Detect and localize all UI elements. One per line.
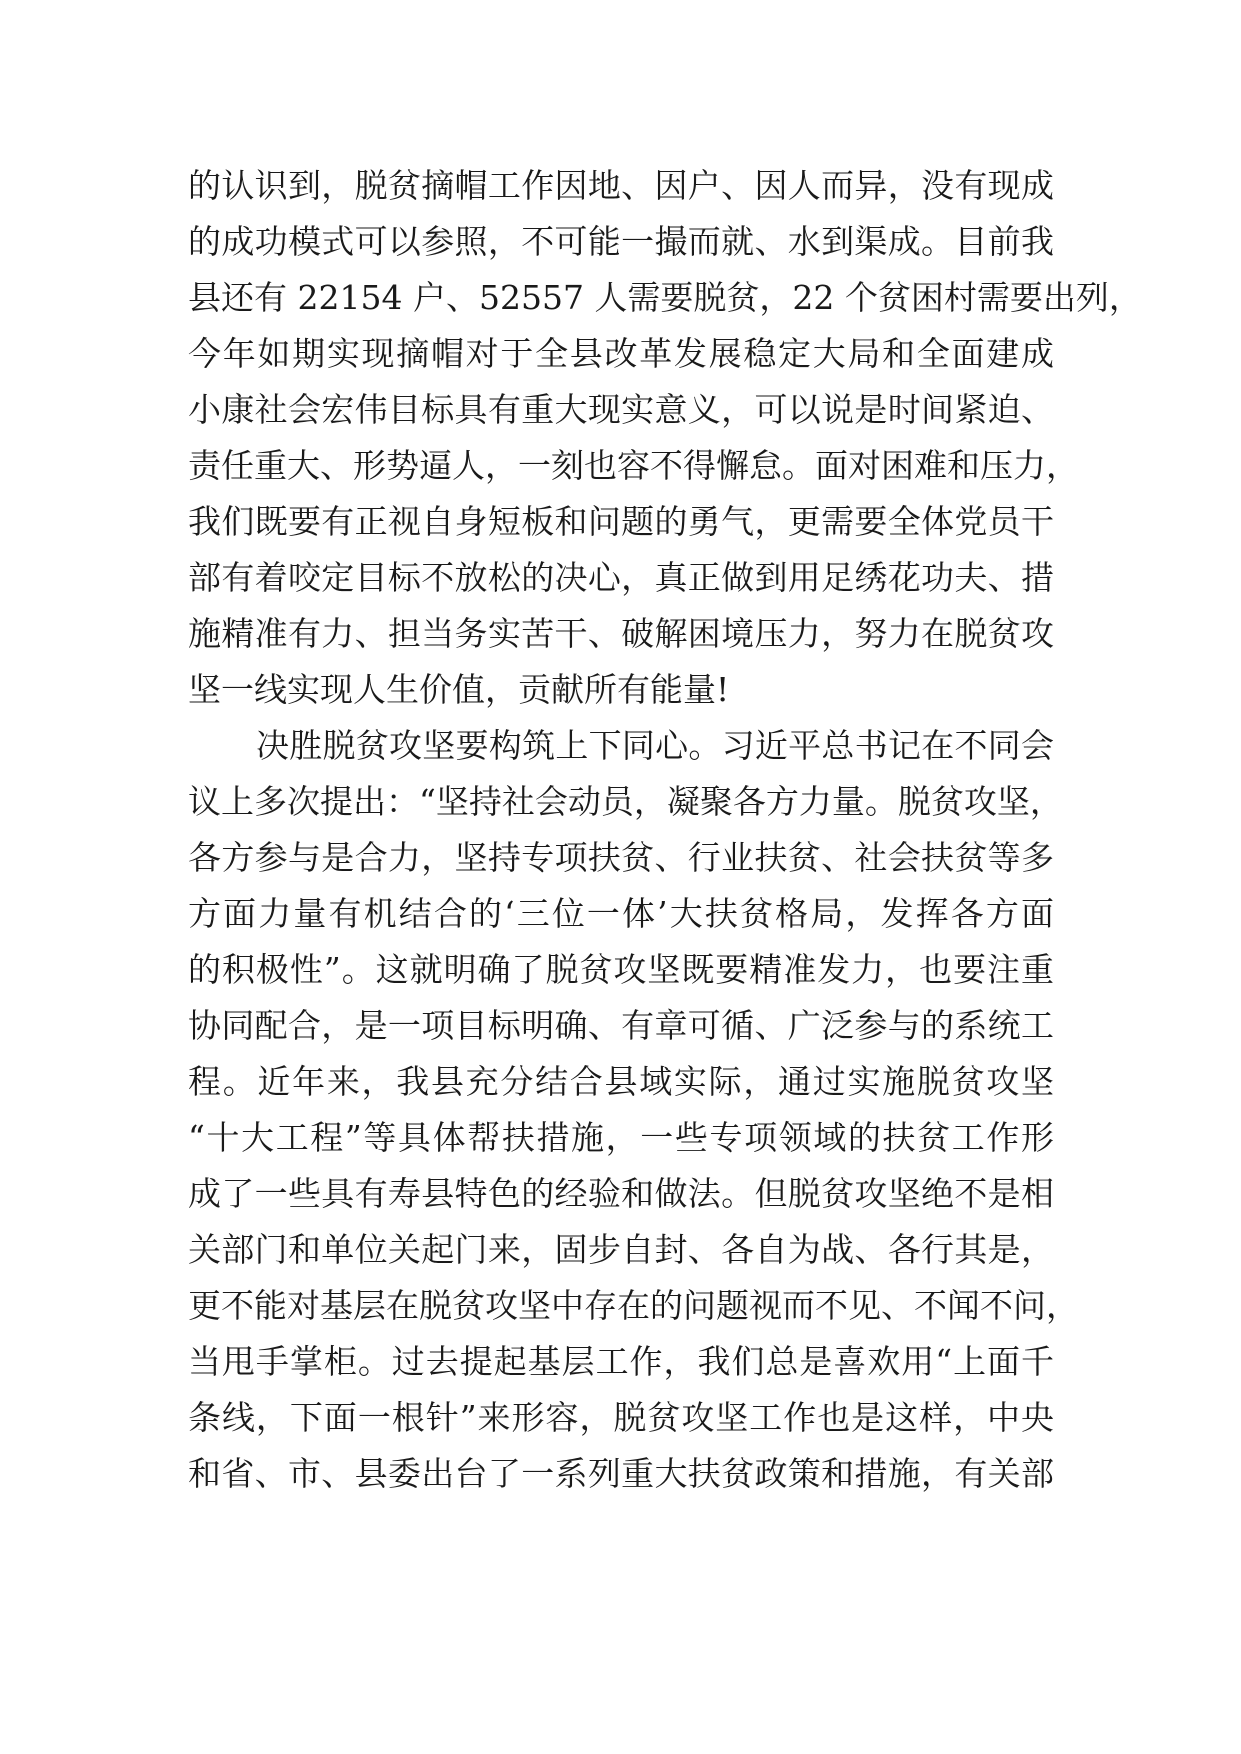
text-line: 我们既要有正视自身短板和问题的勇气，更需要全体党员干: [188, 502, 1054, 541]
text-line: 县还有 22154 户、52557 人需要脱贫，22 个贫困村需要出列，: [188, 278, 1142, 317]
text-line: 今年如期实现摘帽对于全县改革发展稳定大局和全面建成: [188, 334, 1054, 373]
text-line: 的成功模式可以参照，不可能一撮而就、水到渠成。目前我: [188, 222, 1054, 261]
text-line: 小康社会宏伟目标具有重大现实意义，可以说是时间紧迫、: [188, 390, 1054, 429]
text-line: 施精准有力、担当务实苦干、破解困境压力，努力在脱贫攻: [188, 614, 1054, 653]
text-line: “十大工程”等具体帮扶措施，一些专项领域的扶贫工作形: [188, 1118, 1054, 1157]
text-line: 部有着咬定目标不放松的决心，真正做到用足绣花功夫、措: [188, 558, 1054, 597]
text-line: 决胜脱贫攻坚要构筑上下同心。习近平总书记在不同会: [256, 726, 1054, 765]
text-line: 各方参与是合力，坚持专项扶贫、行业扶贫、社会扶贫等多: [188, 838, 1054, 877]
text-line: 方面力量有机结合的‘三位一体’大扶贫格局，发挥各方面: [188, 894, 1054, 933]
text-line: 协同配合，是一项目标明确、有章可循、广泛参与的系统工: [188, 1006, 1054, 1045]
text-line: 的积极性”。这就明确了脱贫攻坚既要精准发力，也要注重: [188, 950, 1054, 989]
text-line: 和省、市、县委出台了一系列重大扶贫政策和措施，有关部: [188, 1454, 1054, 1493]
text-line: 程。近年来，我县充分结合县域实际，通过实施脱贫攻坚: [188, 1062, 1054, 1101]
text-line: 更不能对基层在脱贫攻坚中存在的问题视而不见、不闻不问，: [188, 1286, 1079, 1325]
text-line: 成了一些具有寿县特色的经验和做法。但脱贫攻坚绝不是相: [188, 1174, 1054, 1213]
text-line: 责任重大、形势逼人，一刻也容不得懈怠。面对困难和压力，: [188, 446, 1079, 485]
text-line: 当甩手掌柜。过去提起基层工作，我们总是喜欢用“上面千: [188, 1342, 1054, 1381]
text-line: 的认识到，脱贫摘帽工作因地、因户、因人而异，没有现成: [188, 166, 1054, 205]
text-line: 条线，下面一根针”来形容，脱贫攻坚工作也是这样，中央: [188, 1398, 1054, 1437]
text-line: 关部门和单位关起门来，固步自封、各自为战、各行其是，: [188, 1230, 1054, 1269]
text-line: 议上多次提出：“坚持社会动员，凝聚各方力量。脱贫攻坚，: [188, 782, 1063, 821]
text-line: 坚一线实现人生价值，贡献所有能量!: [188, 670, 730, 709]
